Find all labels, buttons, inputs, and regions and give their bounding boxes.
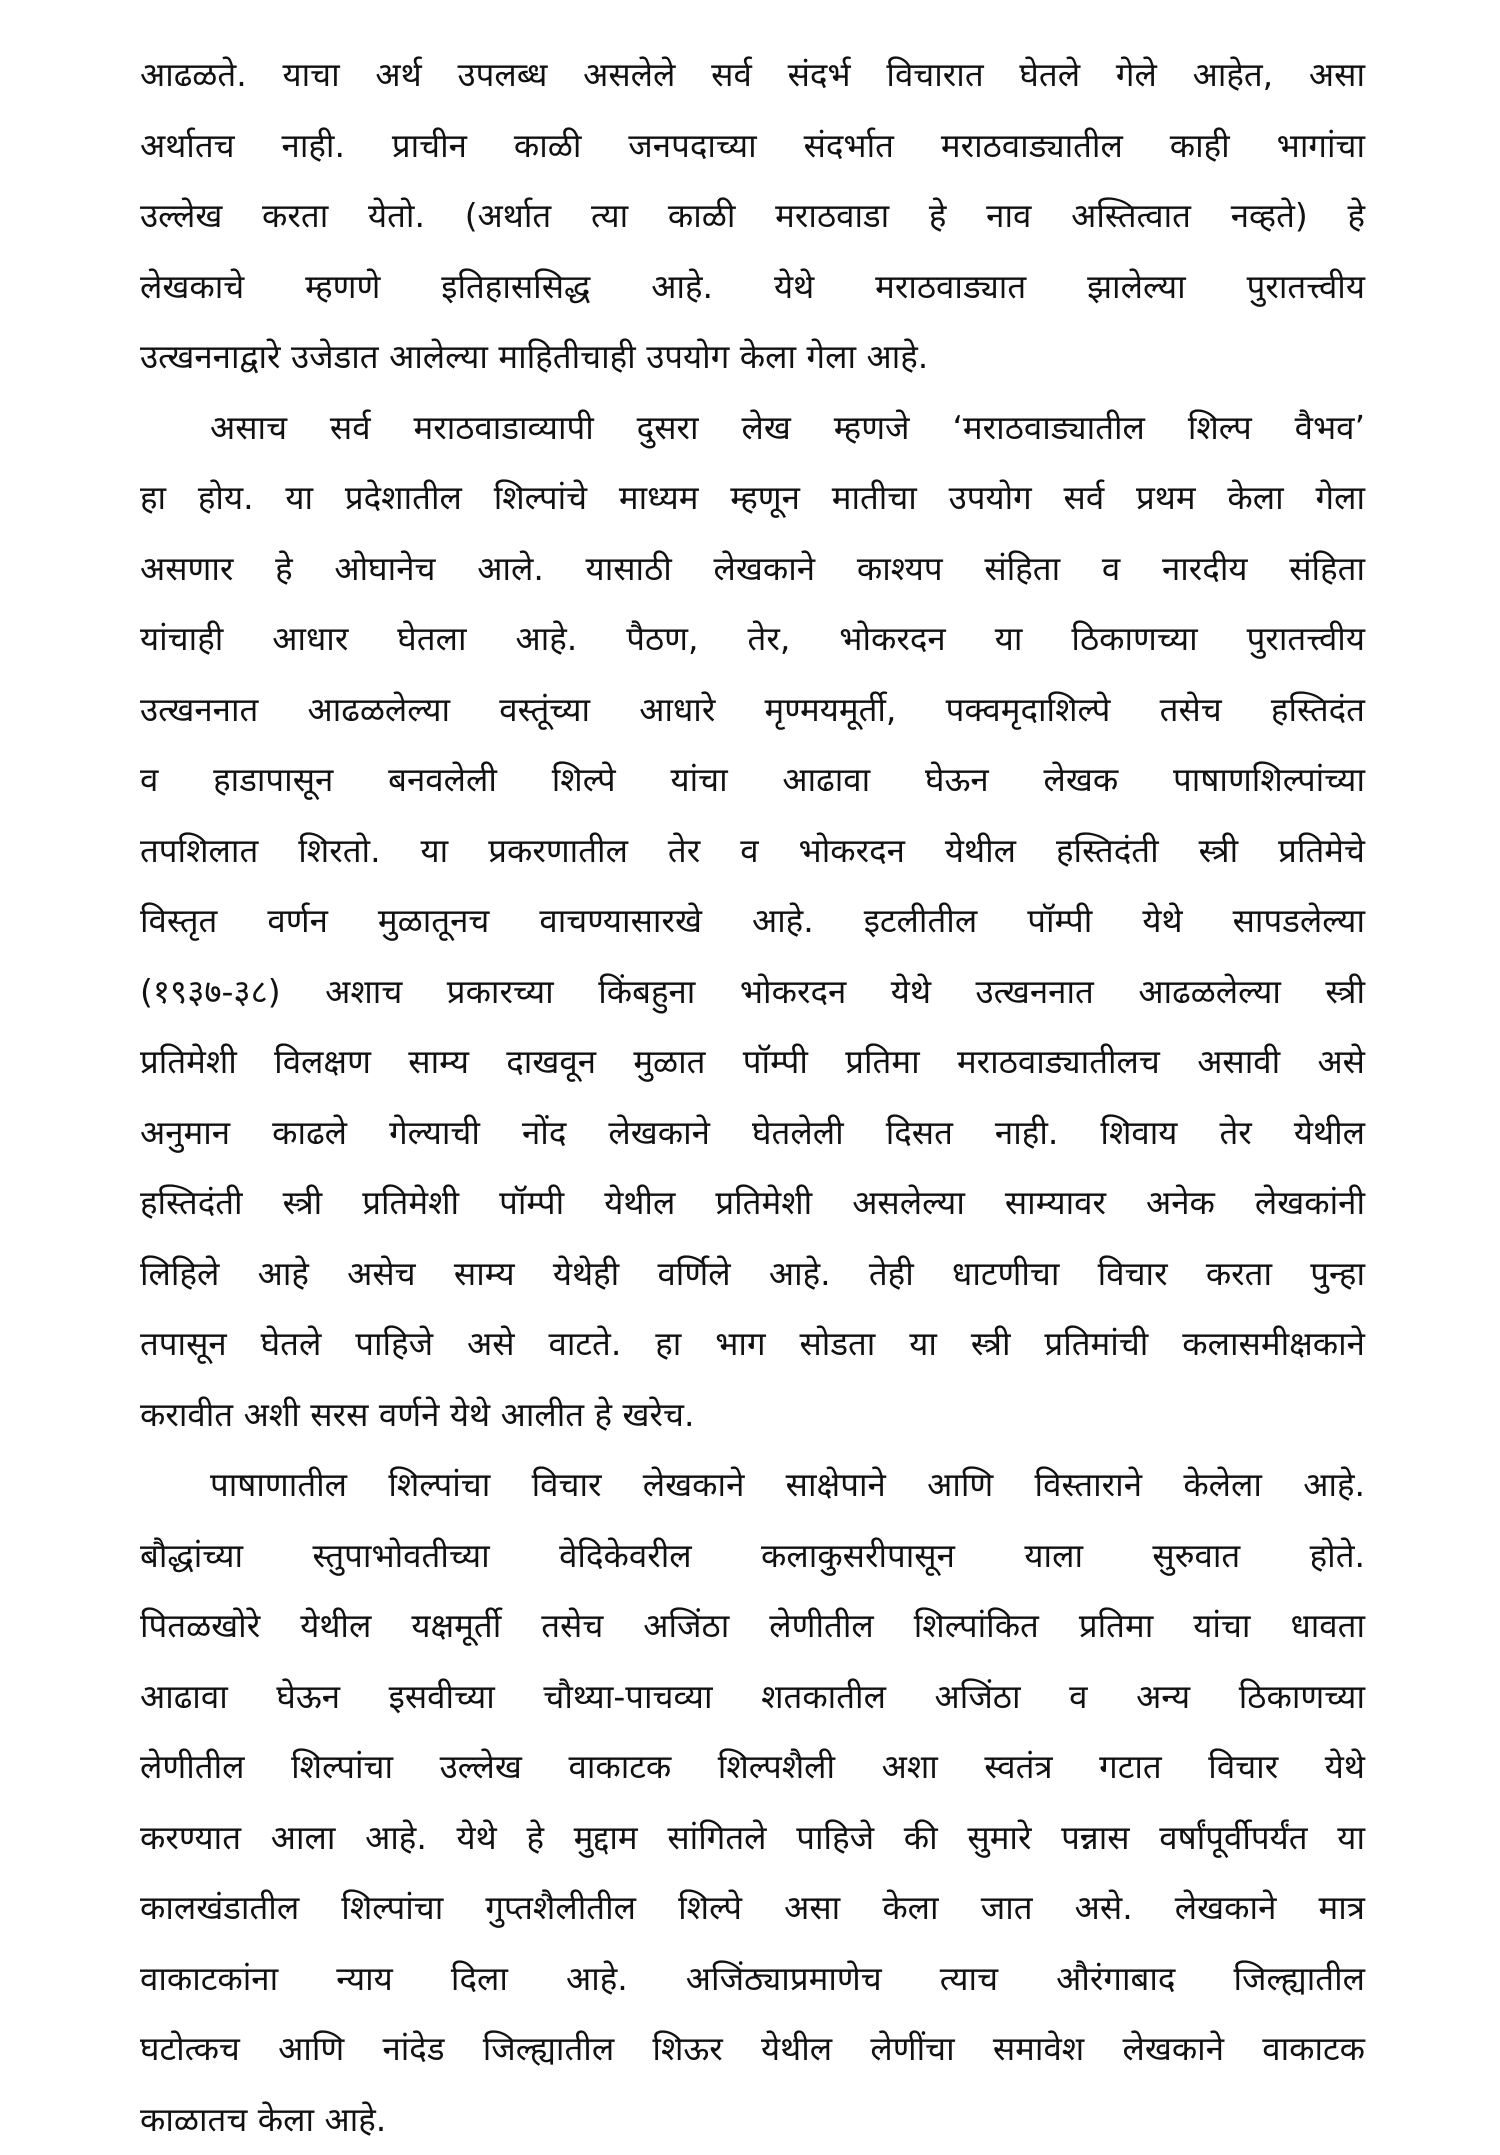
text-line: असणार हे ओघानेच आले. यासाठी लेखकाने काश्यप संहिता व नारदीय संहिता xyxy=(140,534,1365,605)
text-line: आढावा घेऊन इसवीच्या चौथ्या-पाचव्या शतकातील अजिंठा व अन्य ठिकाणच्या xyxy=(140,1662,1365,1733)
text-line: पाषाणातील शिल्पांचा विचार लेखकाने साक्षेपाने आणि विस्ताराने केलेला आहे. xyxy=(140,1450,1365,1521)
text-line: (१९३७-३८) अशाच प्रकारच्या किंबहुना भोकरदन येथे उत्खननात आढळलेल्या स्त्री xyxy=(140,957,1365,1028)
paragraph-1 xyxy=(140,40,1365,393)
text-line: अनुमान काढले गेल्याची नोंद लेखकाने घेतलेली दिसत नाही. शिवाय तेर येथील xyxy=(140,1098,1365,1169)
text-line: लिहिले आहे असेच साम्य येथेही वर्णिले आहे. तेही धाटणीचा विचार करता पुन्हा xyxy=(140,1239,1365,1310)
text-line: पितळखोरे येथील यक्षमूर्ती तसेच अजिंठा लेणीतील शिल्पांकित प्रतिमा यांचा धावता xyxy=(140,1591,1365,1662)
text-line: काळातच केला आहे. xyxy=(140,2085,1365,2155)
paragraph-3 xyxy=(140,1450,1365,2155)
text-line: तपासून घेतले पाहिजे असे वाटते. हा भाग सोडता या स्त्री प्रतिमांची कलासमीक्षकाने xyxy=(140,1309,1365,1380)
text-line: लेणीतील शिल्पांचा उल्लेख वाकाटक शिल्पशैली अशा स्वतंत्र गटात विचार येथे xyxy=(140,1732,1365,1803)
document-page xyxy=(140,40,1365,2155)
paragraph-2 xyxy=(140,393,1365,1451)
text-line: यांचाही आधार घेतला आहे. पैठण, तेर, भोकरदन या ठिकाणच्या पुरातत्त्वीय xyxy=(140,604,1365,675)
text-line: आढळते. याचा अर्थ उपलब्ध असलेले सर्व संदर्भ विचारात घेतले गेले आहेत, असा xyxy=(140,40,1365,111)
text-line: उल्लेख करता येतो. (अर्थात त्या काळी मराठवाडा हे नाव अस्तित्वात नव्हते) हे xyxy=(140,181,1365,252)
text-line: लेखकाचे म्हणणे इतिहाससिद्ध आहे. येथे मराठवाड्यात झालेल्या पुरातत्त्वीय xyxy=(140,252,1365,323)
text-line: तपशिलात शिरतो. या प्रकरणातील तेर व भोकरदन येथील हस्तिदंती स्त्री प्रतिमेचे xyxy=(140,816,1365,887)
text-line: विस्तृत वर्णन मुळातूनच वाचण्यासारखे आहे. इटलीतील पॉम्पी येथे सापडलेल्या xyxy=(140,886,1365,957)
text-line: घटोत्कच आणि नांदेड जिल्ह्यातील शिऊर येथील लेणींचा समावेश लेखकाने वाकाटक xyxy=(140,2014,1365,2085)
text-line: असाच सर्व मराठवाडाव्यापी दुसरा लेख म्हणजे ‘मराठवाड्यातील शिल्प वैभव’ xyxy=(140,393,1365,464)
text-line: हा होय. या प्रदेशातील शिल्पांचे माध्यम म्हणून मातीचा उपयोग सर्व प्रथम केला गेला xyxy=(140,463,1365,534)
text-line: उत्खननात आढळलेल्या वस्तूंच्या आधारे मृण्मयमूर्ती, पक्वमृदाशिल्पे तसेच हस्तिदंत xyxy=(140,675,1365,746)
text-line: कालखंडातील शिल्पांचा गुप्तशैलीतील शिल्पे असा केला जात असे. लेखकाने मात्र xyxy=(140,1873,1365,1944)
text-line: उत्खननाद्वारे उजेडात आलेल्या माहितीचाही उपयोग केला गेला आहे. xyxy=(140,322,1365,393)
text-line: प्रतिमेशी विलक्षण साम्य दाखवून मुळात पॉम्पी प्रतिमा मराठवाड्यातीलच असावी असे xyxy=(140,1027,1365,1098)
text-line: अर्थातच नाही. प्राचीन काळी जनपदाच्या संदर्भात मराठवाड्यातील काही भागांचा xyxy=(140,111,1365,182)
text-line: हस्तिदंती स्त्री प्रतिमेशी पॉम्पी येथील प्रतिमेशी असलेल्या साम्यावर अनेक लेखकांनी xyxy=(140,1168,1365,1239)
text-line: करण्यात आला आहे. येथे हे मुद्दाम सांगितले पाहिजे की सुमारे पन्नास वर्षांपूर्वीपर्यंत या xyxy=(140,1803,1365,1874)
text-line: करावीत अशी सरस वर्णने येथे आलीत हे खरेच. xyxy=(140,1380,1365,1451)
text-line: वाकाटकांना न्याय दिला आहे. अजिंठ्याप्रमाणेच त्याच औरंगाबाद जिल्ह्यातील xyxy=(140,1944,1365,2015)
text-line: बौद्धांच्या स्तुपाभोवतीच्या वेदिकेवरील कलाकुसरीपासून याला सुरुवात होते. xyxy=(140,1521,1365,1592)
text-line: व हाडापासून बनवलेली शिल्पे यांचा आढावा घेऊन लेखक पाषाणशिल्पांच्या xyxy=(140,745,1365,816)
